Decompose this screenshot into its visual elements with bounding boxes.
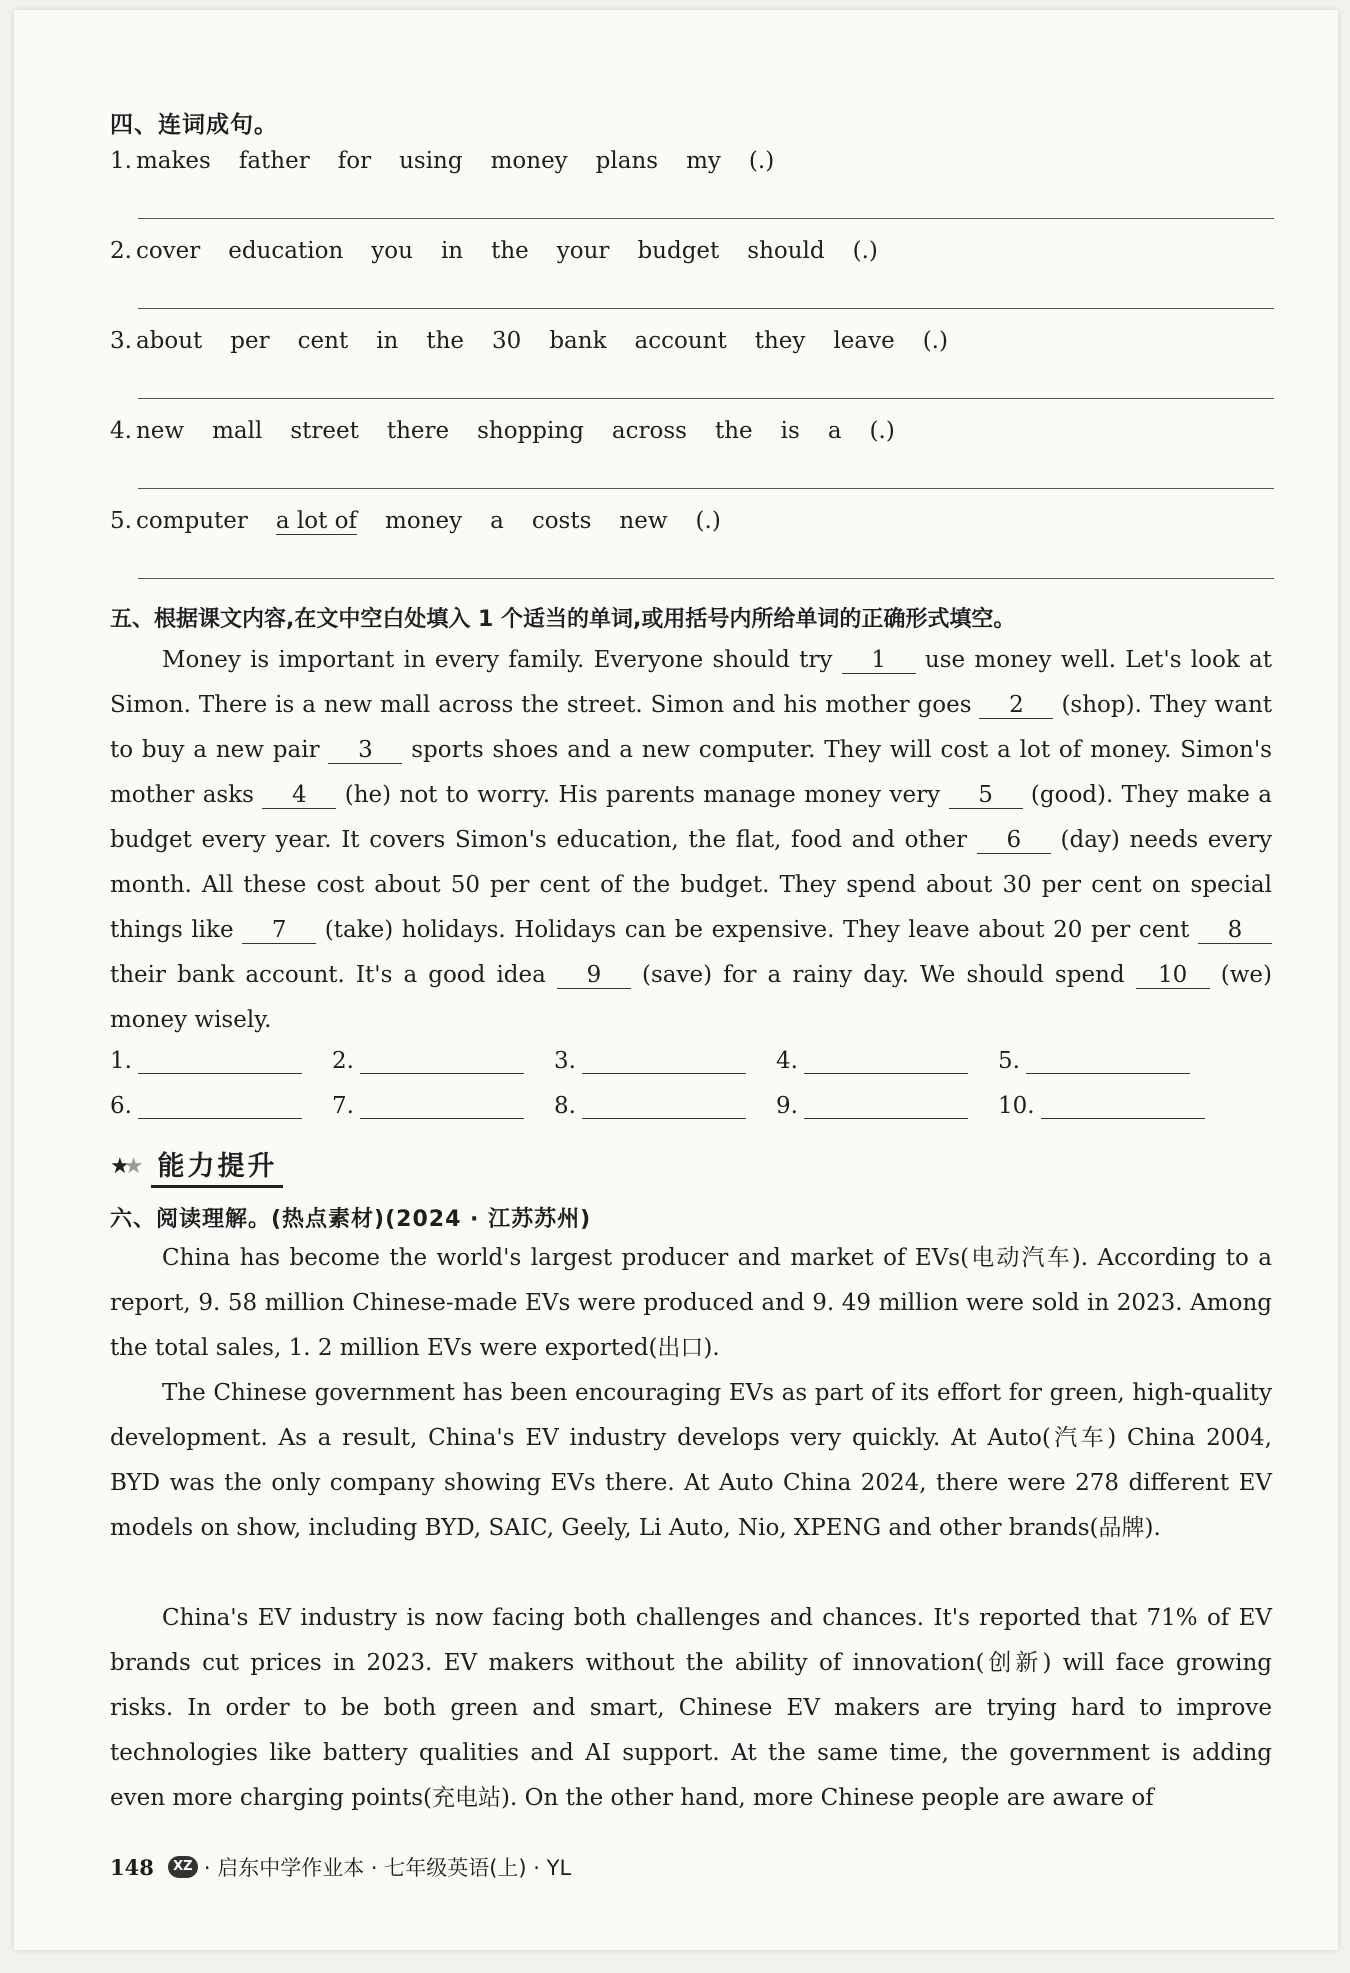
answer-label: 9. [776, 1093, 798, 1119]
question-number: 2. [110, 238, 132, 264]
passage-text: (take) holidays. Holidays can be expensive. They leave about 20 per cent [316, 917, 1198, 943]
answer-blank[interactable] [138, 1049, 302, 1074]
question-word: the [491, 238, 529, 264]
passage-text: sports shoes and a new computer. They will cost a lot of money. Simon's mother asks [110, 737, 1272, 808]
passage-blank: 3 [328, 737, 402, 764]
question-word: new [135, 418, 185, 444]
answer-blank[interactable] [360, 1094, 524, 1119]
answer-cell [332, 1093, 554, 1119]
answer-cell [554, 1093, 776, 1119]
question-word: in [440, 238, 464, 264]
answer-line[interactable] [138, 578, 1274, 579]
passage-text: use money well. Let's look at Simon. There is a new mall across the street. Simon and his mother goes [110, 647, 1272, 718]
question-word: 30 [492, 328, 522, 354]
question-word: a [827, 418, 842, 444]
question-1 [110, 148, 802, 174]
passage-text: (shop). They want to buy a new pair [110, 692, 1273, 763]
question-word: costs [531, 508, 592, 534]
passage-text: (day) needs every month. All these cost about 50 per cent of the budget. They spend about 30 per cent on special things like [110, 827, 1273, 943]
question-word: (.) [869, 418, 895, 444]
answer-blank[interactable] [582, 1094, 746, 1119]
question-word: father [238, 148, 310, 174]
question-word: leave [833, 328, 895, 354]
question-word: using [399, 148, 463, 174]
passage-blank: 10 [1136, 962, 1210, 989]
question-word: across [611, 418, 687, 444]
question-word: you [371, 238, 413, 264]
question-number: 3. [110, 328, 132, 354]
answer-label: 3. [554, 1048, 576, 1074]
section6-paragraph-2: The Chinese government has been encouraging EVs as part of its effort for green, high-quality development. As a result, China's EV industry develops very quickly. At Auto(汽车) China 2004, BYD was the only company showing EVs there. At Auto China 2024, there were 278 different EV models on show, including BYD, SAIC, Geely, Li Auto, Nio, XPENG and other brands(品牌). [110, 1380, 1272, 1541]
question-word: (.) [748, 148, 775, 174]
question-4 [110, 418, 923, 444]
question-word: my [686, 148, 721, 174]
answer-cell [776, 1093, 998, 1119]
question-word: computer [135, 508, 248, 534]
answer-cell [998, 1048, 1220, 1074]
section5-title: 五、根据课文内容,在文中空白处填入 1 个适当的单词,或用括号内所给单词的正确形式填空。 [110, 607, 1016, 632]
question-word: money [385, 508, 463, 534]
question-word: per [230, 328, 270, 354]
question-word: is [780, 418, 800, 444]
answer-blank[interactable] [804, 1094, 968, 1119]
passage-text: (we) money wisely. [110, 962, 1272, 1033]
answer-cell [554, 1048, 776, 1074]
answer-line[interactable] [138, 488, 1274, 489]
question-word: (.) [852, 238, 878, 264]
two-stars-icon: ★★ [110, 1153, 138, 1179]
section6-paragraph-1: China has become the world's largest producer and market of EVs(电动汽车). According to a report, 9. 58 million Chinese-made EVs were produced and 9. 49 million were sold in 2023. Among the total sales, 1. 2 million EVs were exported(出口). [110, 1245, 1272, 1361]
section6-paragraph-3: China's EV industry is now facing both challenges and chances. It's reported that 71% of EV brands cut prices in 2023. EV makers without the ability of innovation(创新) will face growing risks. In order to be both green and smart, Chinese EV makers are trying hard to improve technologies like battery qualities and AI support. At the same time, the government is adding even more charging points(充电站). On the other hand, more Chinese people are aware of [110, 1605, 1272, 1811]
question-word: street [290, 418, 359, 444]
answer-row-1 [110, 1048, 1280, 1074]
section4-title: 四、连词成句。 [110, 112, 278, 138]
answer-label: 4. [776, 1048, 798, 1074]
question-word: budget [637, 238, 720, 264]
answer-blank[interactable] [1026, 1049, 1190, 1074]
question-word: shopping [477, 418, 584, 444]
passage-text: Money is important in every family. Everyone should try [162, 647, 842, 673]
question-word: for [337, 148, 372, 174]
answer-label: 10. [998, 1093, 1035, 1119]
passage-blank: 8 [1198, 917, 1272, 944]
question-word: mall [212, 418, 263, 444]
question-word: bank [549, 328, 607, 354]
footer-text: · 启东中学作业本 · 七年级英语(上) · YL [203, 1856, 572, 1880]
passage-blank: 4 [262, 782, 336, 809]
answer-blank[interactable] [1041, 1094, 1205, 1119]
passage-text: (he) not to worry. His parents manage money very [336, 782, 949, 808]
question-word: (.) [922, 328, 948, 354]
passage-text: their bank account. It's a good idea [110, 962, 557, 988]
answer-blank[interactable] [360, 1049, 524, 1074]
passage-blank: 7 [242, 917, 316, 944]
question-5 [110, 508, 749, 535]
passage-blank: 6 [977, 827, 1051, 854]
answer-blank[interactable] [804, 1049, 968, 1074]
question-word: in [376, 328, 399, 354]
question-word: money [490, 148, 568, 174]
question-3 [110, 328, 976, 354]
answer-label: 7. [332, 1093, 354, 1119]
question-word: cover [135, 238, 201, 264]
question-2 [110, 238, 906, 264]
question-word: the [714, 418, 753, 444]
answer-label: 5. [998, 1048, 1020, 1074]
ability-banner [110, 1144, 283, 1188]
question-word: should [747, 238, 825, 264]
page-number: 148 [110, 1854, 154, 1880]
question-word: new [619, 508, 668, 534]
page-footer [110, 1852, 571, 1882]
question-number: 1. [110, 148, 132, 174]
question-word: makes [135, 148, 211, 174]
answer-cell [110, 1048, 332, 1074]
answer-line[interactable] [138, 308, 1274, 309]
answer-label: 6. [110, 1093, 132, 1119]
worksheet-page [14, 10, 1338, 1950]
passage-blank: 5 [949, 782, 1023, 809]
answer-cell [776, 1048, 998, 1074]
question-word: your [556, 238, 610, 264]
question-word: the [426, 328, 465, 354]
answer-line[interactable] [138, 398, 1274, 399]
question-word: a lot of [275, 508, 358, 534]
question-word: about [135, 328, 203, 354]
answer-label: 2. [332, 1048, 354, 1074]
passage-text: (good). They make a budget every year. It covers Simon's education, the flat, food and other [110, 782, 1272, 853]
question-word: they [754, 328, 806, 354]
question-word: cent [297, 328, 349, 354]
question-number: 4. [110, 418, 132, 444]
publisher-logo: XZ [168, 1856, 198, 1878]
answer-label: 1. [110, 1048, 132, 1074]
question-word: there [386, 418, 450, 444]
answer-cell [998, 1093, 1220, 1119]
question-number: 5. [110, 508, 132, 534]
passage-blank: 2 [979, 692, 1053, 719]
answer-row-2 [110, 1093, 1280, 1119]
answer-label: 8. [554, 1093, 576, 1119]
answer-line[interactable] [138, 218, 1274, 219]
answer-blank[interactable] [138, 1094, 302, 1119]
question-word: (.) [695, 508, 721, 534]
question-word: education [228, 238, 344, 264]
passage-blank: 1 [842, 647, 916, 674]
section6-title: 六、阅读理解。(热点素材)(2024 · 江苏苏州) [110, 1207, 592, 1232]
answer-cell [332, 1048, 554, 1074]
answer-cell [110, 1093, 332, 1119]
question-word: plans [595, 148, 659, 174]
section5-passage [110, 638, 1272, 1043]
banner-label: 能力提升 [151, 1144, 283, 1188]
passage-text: (save) for a rainy day. We should spend [630, 962, 1136, 988]
answer-blank[interactable] [582, 1049, 746, 1074]
passage-blank: 9 [557, 962, 631, 989]
question-word: account [634, 328, 727, 354]
question-word: a [490, 508, 504, 534]
